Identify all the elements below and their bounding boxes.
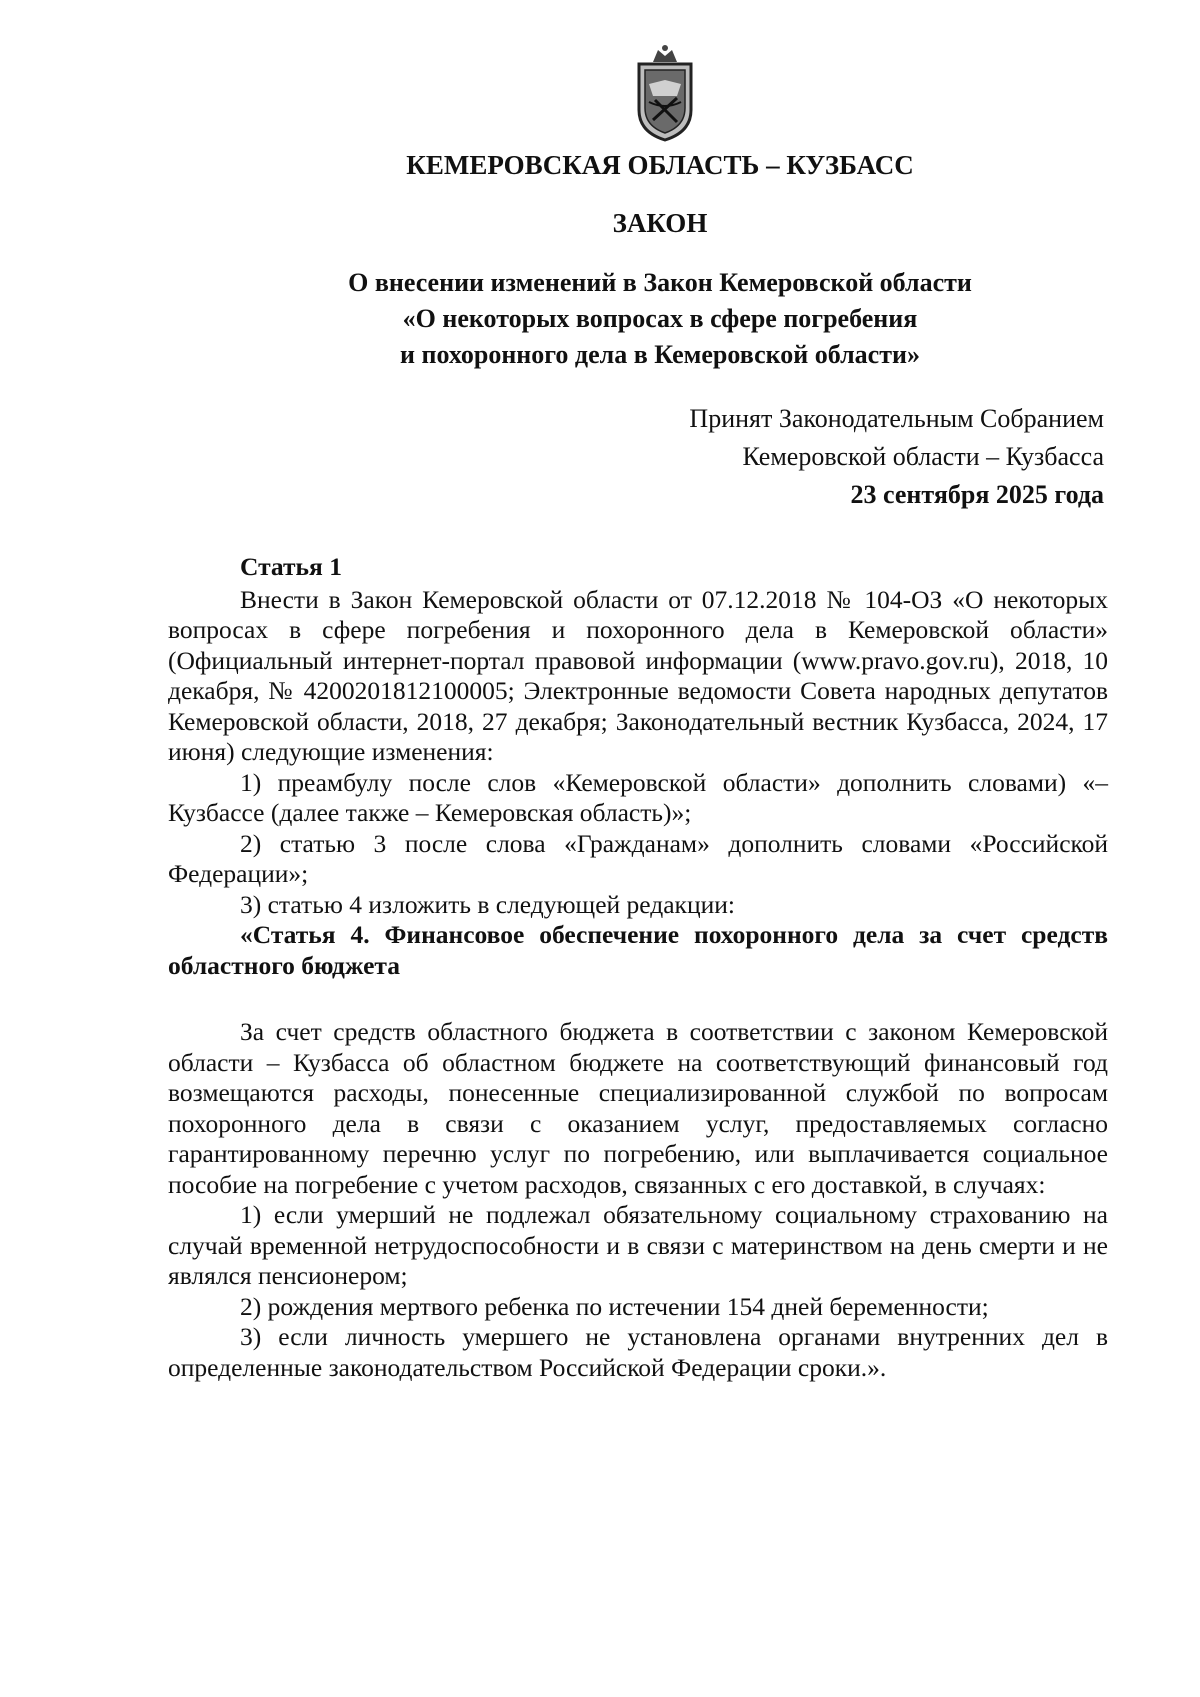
document-type: ЗАКОН (612, 208, 708, 238)
region-name: КЕМЕРОВСКАЯ ОБЛАСТЬ – КУЗБАСС (406, 150, 914, 180)
amendment-item: 1) преамбулу после слов «Кемеровской области» дополнить словами) «– Кузбассе (далее также – Кемеровская область)»; (168, 767, 1108, 827)
amendment-item: 2) статью 3 после слова «Гражданам» дополнить словами «Российской Федерации»; (168, 828, 1108, 888)
article-heading: Статья 1 (240, 552, 342, 581)
new-article-paragraph: За счет средств областного бюджета в соответствии с законом Кемеровской области – Кузбасса об областном бюджете на соответствующий финансовый год возмещаются расходы, понесенные специализированной службой по вопросам похоронного дела в связи с оказанием услуг, предоставляемых согласно гарантированному перечню услуг по погребению, или выплачивается социальное пособие на погребение с учетом расходов, связанных с его доставкой, в случаях: (168, 1017, 1108, 1199)
law-title-line: О внесении изменений в Закон Кемеровской области (348, 268, 972, 297)
law-title-line: «О некоторых вопросах в сфере погребения (402, 304, 918, 333)
amendment-item: 3) статью 4 изложить в следующей редакции: (240, 889, 735, 919)
article-body (168, 552, 1108, 1383)
adoption-line: Кемеровской области – Кузбасса (742, 442, 1104, 471)
new-article-heading: «Статья 4. Финансовое обеспечение похоронного дела за счет средств областного бюджета (168, 920, 1108, 980)
adoption-info (689, 400, 1104, 514)
adoption-date: 23 сентября 2025 года (850, 480, 1104, 509)
article-paragraph: Внести в Закон Кемеровской области от 07.12.2018 № 104-ОЗ «О некоторых вопросах в сфере погребения и похоронного дела в Кемеровской области» (Официальный интернет-портал правовой информации (www.pravo.gov.ru), 2018, 10 декабря, № 4200201812100005; Электронные ведомости Совета народных депутатов Кемеровской области, 2018, 27 декабря; Законодательный вестник Кузбасса, 2024, 17 июня) следующие изменения: (168, 584, 1108, 766)
case-item: 2) рождения мертвого ребенка по истечении 154 дней беременности; (240, 1291, 989, 1321)
case-item: 1) если умерший не подлежал обязательному социальному страхованию на случай временной нетрудоспособности и в связи с материнством на день смерти и не являлся пенсионером; (168, 1200, 1108, 1290)
spacer (168, 981, 1108, 1017)
law-title (150, 265, 1170, 373)
case-item: 3) если личность умершего не установлена органами внутренних дел в определенные законодательством Российской Федерации сроки.». (168, 1322, 1108, 1382)
adoption-line: Принят Законодательным Собранием (689, 404, 1104, 433)
law-title-line: и похоронного дела в Кемеровской области» (400, 340, 920, 369)
coat-of-arms-icon (625, 40, 705, 145)
